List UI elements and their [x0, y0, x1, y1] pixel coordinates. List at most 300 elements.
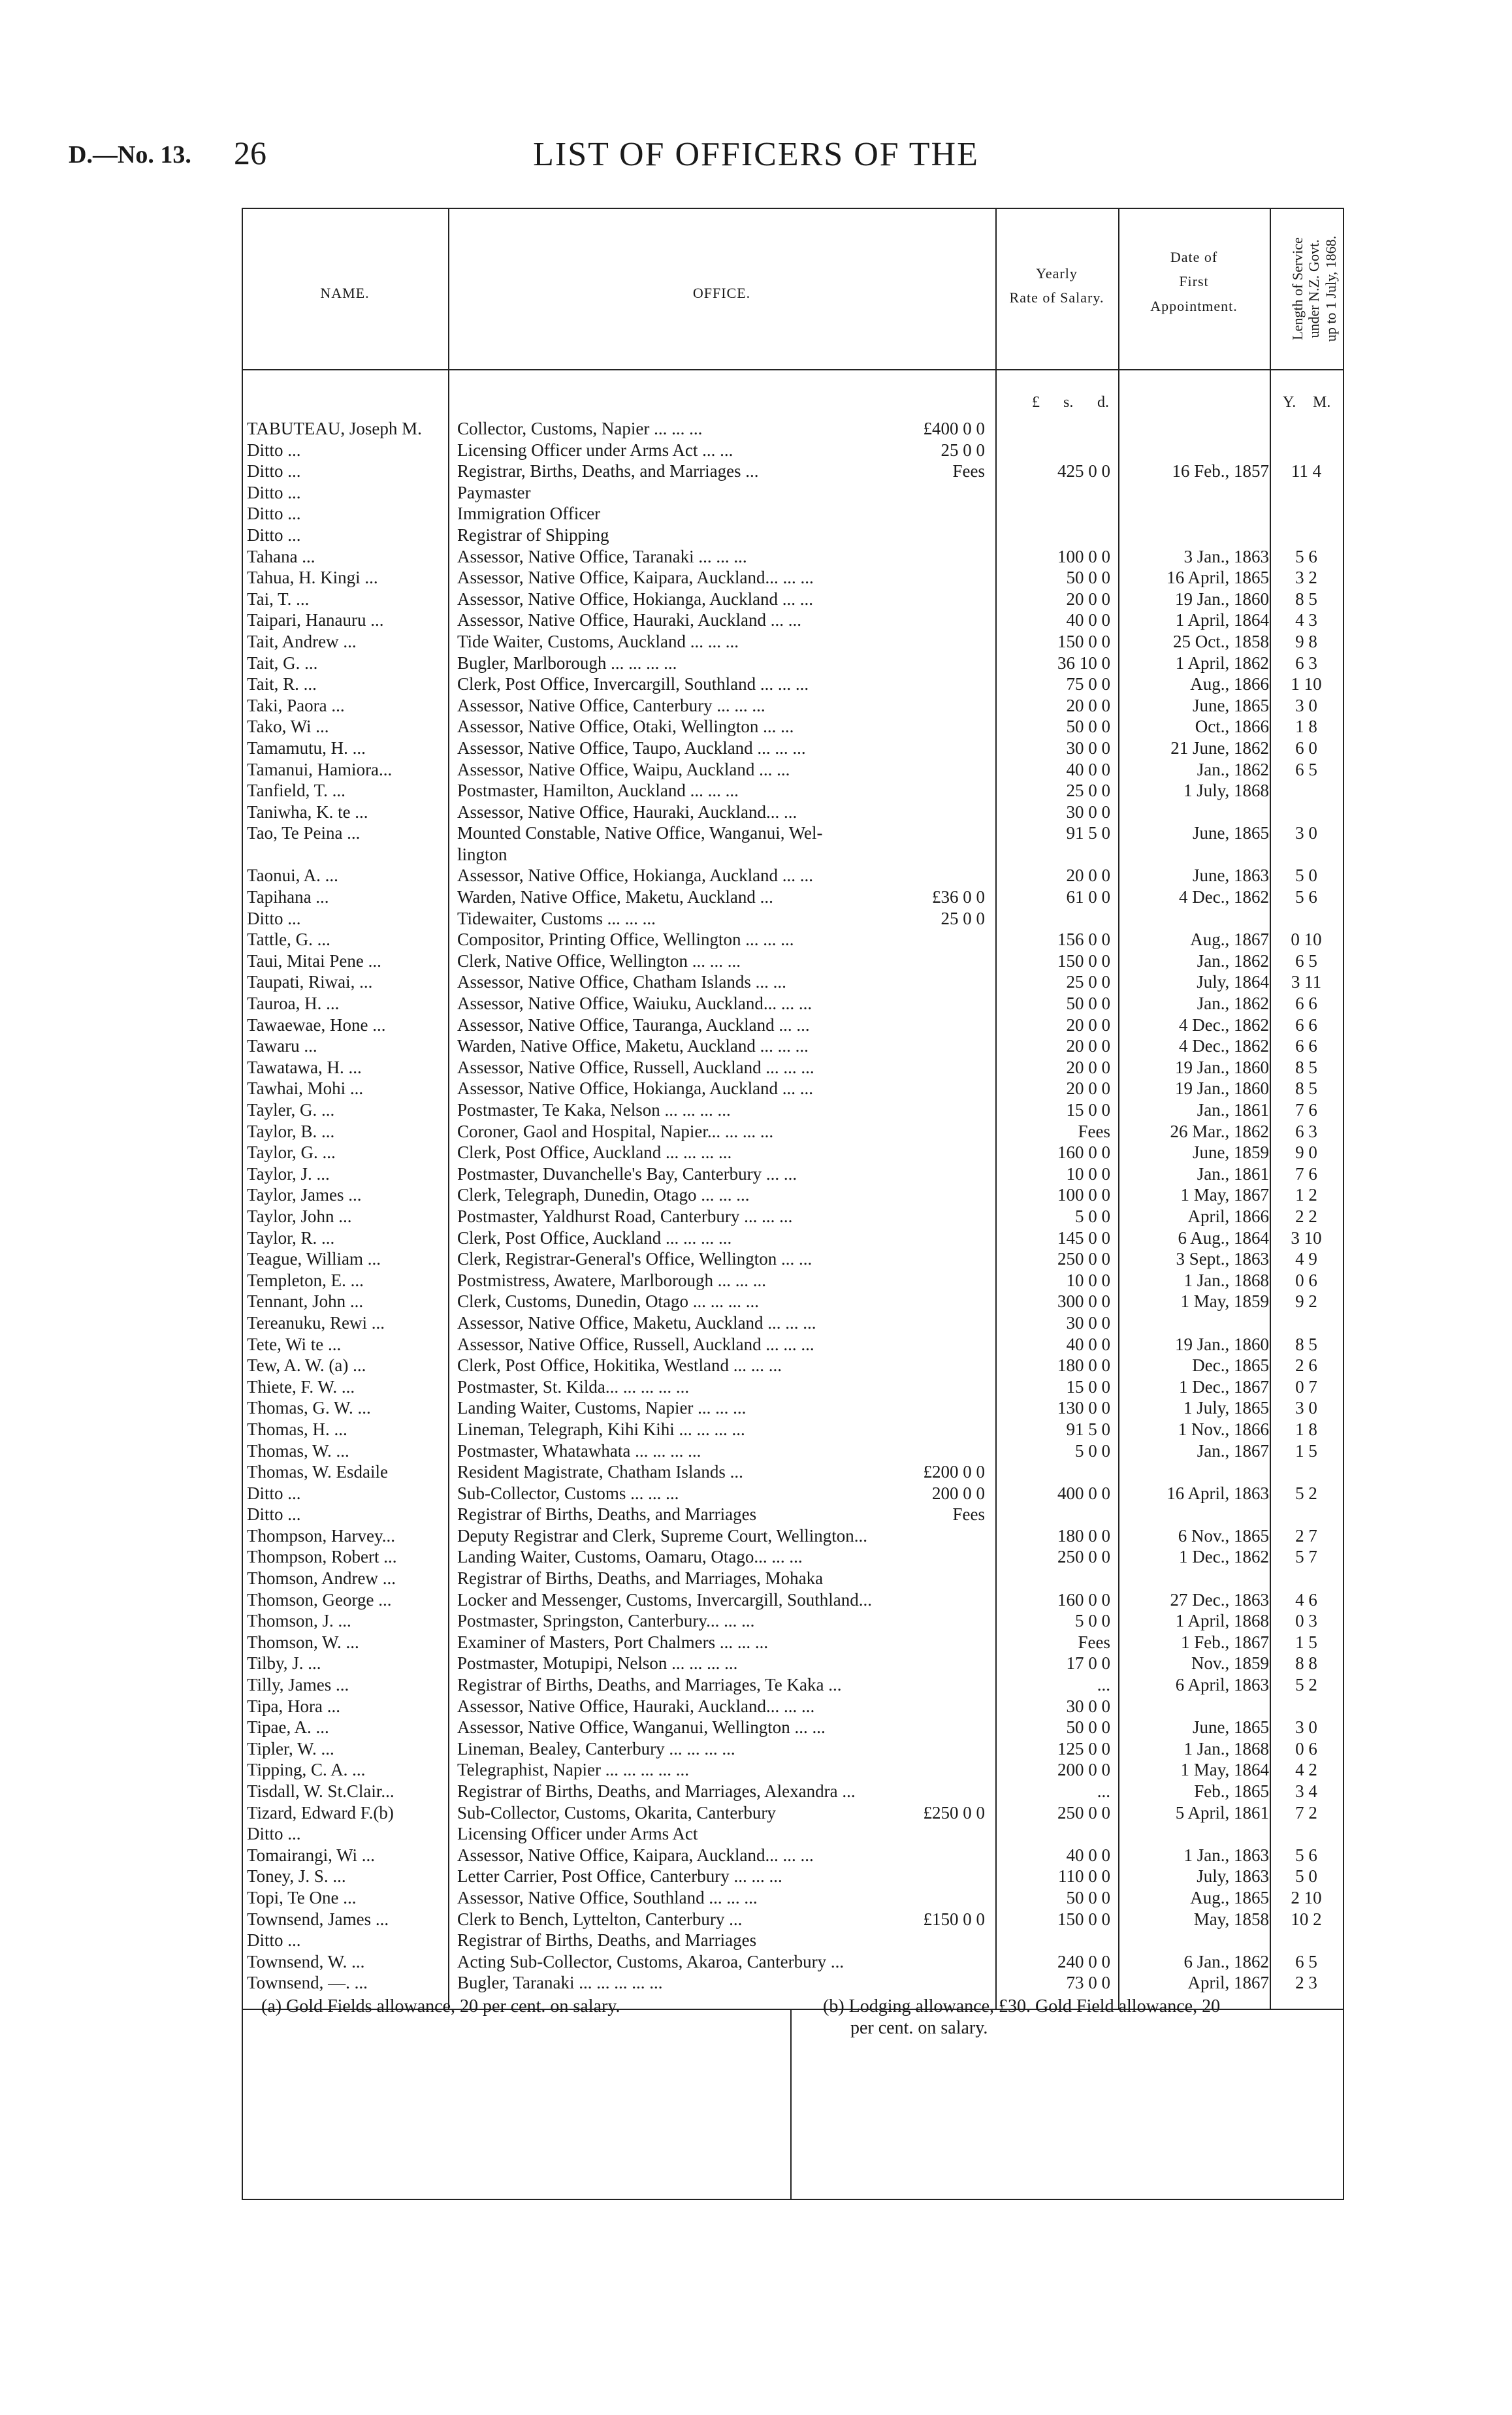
- office-title: Registrar of Births, Deaths, and Marriages, Te Kaka ...: [457, 1675, 842, 1695]
- officer-name: Taipari, Hanauru ...: [247, 610, 384, 630]
- service-length: 4 2: [1295, 1760, 1317, 1780]
- office-title: Assessor, Native Office, Kaipara, Auckland... ... ...: [457, 568, 814, 588]
- service-length: 10 2: [1291, 1909, 1322, 1929]
- table-row: [0, 1227, 1512, 1249]
- salary-part: 25 0 0: [941, 908, 985, 928]
- yearly-rate: 91 5 0: [1066, 1419, 1110, 1439]
- table-row: [0, 1440, 1512, 1462]
- first-appointment: 6 Aug., 1864: [1178, 1227, 1269, 1248]
- yearly-rate: 250 0 0: [1057, 1547, 1110, 1567]
- office-title: Coroner, Gaol and Hospital, Napier... ... ... ...: [457, 1121, 774, 1141]
- table-row: [0, 1334, 1512, 1355]
- yearly-rate: 75 0 0: [1066, 674, 1110, 694]
- yearly-rate: 160 0 0: [1057, 1589, 1110, 1610]
- officer-name: Townsend, James ...: [247, 1909, 389, 1929]
- yearly-rate: 40 0 0: [1066, 1334, 1110, 1354]
- unit-years: Y.: [1283, 394, 1296, 411]
- officer-name: Tizard, Edward F.(b): [247, 1802, 394, 1823]
- office-title: Clerk, Telegraph, Dunedin, Otago ... ... ...: [457, 1185, 750, 1205]
- office-title: Clerk, Registrar-General's Office, Wellington ... ...: [457, 1249, 812, 1269]
- service-length: 8 5: [1295, 589, 1317, 609]
- table-row: [0, 1845, 1512, 1866]
- office-title: Assessor, Native Office, Hokianga, Auckland ... ...: [457, 1078, 814, 1099]
- service-length: 1 5: [1295, 1440, 1317, 1461]
- office-title: Assessor, Native Office, Russell, Auckland ... ... ...: [457, 1057, 814, 1077]
- table-row: [0, 1163, 1512, 1185]
- first-appointment: June, 1865: [1193, 695, 1269, 715]
- yearly-rate: 15 0 0: [1066, 1376, 1110, 1397]
- officer-name: Taki, Paora ...: [247, 695, 345, 715]
- service-length: 8 5: [1295, 1078, 1317, 1099]
- yearly-rate: Fees: [1078, 1121, 1110, 1141]
- service-length: 5 2: [1295, 1675, 1317, 1695]
- col-length-label: Length of Service under N.Z. Govt. up to 1 July, 1868.: [1289, 235, 1339, 342]
- service-length: 8 5: [1295, 1057, 1317, 1077]
- service-length: 6 3: [1295, 653, 1317, 673]
- officer-name: Thomson, George ...: [247, 1589, 392, 1610]
- table-row: [0, 1589, 1512, 1611]
- page-header: [0, 134, 1512, 180]
- service-length: 4 6: [1295, 1589, 1317, 1610]
- yearly-rate: 20 0 0: [1066, 589, 1110, 609]
- first-appointment: Jan., 1862: [1197, 759, 1269, 779]
- service-length: 5 6: [1295, 1845, 1317, 1865]
- yearly-rate: 20 0 0: [1066, 1078, 1110, 1099]
- first-appointment: 1 April, 1862: [1175, 653, 1269, 673]
- table-row: [0, 759, 1512, 781]
- table-row: [0, 1887, 1512, 1909]
- office-title: Assessor, Native Office, Hokianga, Auckland ... ...: [457, 589, 814, 609]
- salary-part: £400 0 0: [923, 419, 985, 438]
- table-row: [0, 908, 1512, 930]
- officer-name: Teague, William ...: [247, 1249, 381, 1269]
- table-row: [0, 822, 1512, 844]
- service-length: 5 6: [1295, 546, 1317, 566]
- yearly-rate: ...: [1097, 1675, 1110, 1695]
- service-length: 7 6: [1295, 1100, 1317, 1120]
- office-title: Clerk to Bench, Lyttelton, Canterbury ...: [457, 1909, 743, 1929]
- footnote-b: (b) Lodging allowance, £30. Gold Field allowance, 20 per cent. on salary.: [823, 1996, 1221, 2038]
- table-row: [0, 1419, 1512, 1440]
- yearly-rate: 300 0 0: [1057, 1291, 1110, 1312]
- officer-name: Tennant, John ...: [247, 1291, 364, 1312]
- yearly-rate: 36 10 0: [1057, 653, 1110, 673]
- table-row: [0, 609, 1512, 631]
- service-length: 3 0: [1295, 823, 1317, 843]
- yearly-rate: 150 0 0: [1057, 950, 1110, 971]
- first-appointment: 6 Nov., 1865: [1178, 1525, 1269, 1546]
- first-appointment: 1 Nov., 1866: [1178, 1419, 1269, 1439]
- service-length: 5 0: [1295, 1866, 1317, 1887]
- first-appointment: June, 1863: [1193, 866, 1269, 886]
- table-row: [0, 993, 1512, 1014]
- table-row: [0, 1483, 1512, 1504]
- yearly-rate: 20 0 0: [1066, 1036, 1110, 1056]
- yearly-rate: 10 0 0: [1066, 1270, 1110, 1290]
- col-rate-header: Yearly Rate of Salary.: [1009, 265, 1104, 306]
- office-title: Postmaster, Hamilton, Auckland ... ... ...: [457, 781, 739, 801]
- first-appointment: 1 Jan., 1868: [1183, 1270, 1269, 1290]
- page-number: 26: [234, 135, 266, 171]
- footnote-divider: [790, 2009, 792, 2200]
- office-title: Assessor, Native Office, Waiuku, Auckland... ... ...: [457, 994, 812, 1014]
- yearly-rate: 20 0 0: [1066, 866, 1110, 886]
- office-title: Tidewaiter, Customs ... ... ...: [457, 908, 656, 928]
- first-appointment: Jan., 1867: [1197, 1440, 1269, 1461]
- unit-pence: d.: [1097, 394, 1109, 411]
- yearly-rate: 150 0 0: [1057, 1909, 1110, 1929]
- service-length: 5 0: [1295, 866, 1317, 886]
- office-title: Registrar, Births, Deaths, and Marriages ...: [457, 461, 759, 481]
- service-length: 9 0: [1295, 1143, 1317, 1163]
- first-appointment: 4 Dec., 1862: [1179, 1014, 1269, 1035]
- table-row: [0, 1972, 1512, 1994]
- yearly-rate: 20 0 0: [1066, 695, 1110, 715]
- first-appointment: 1 Feb., 1867: [1181, 1632, 1269, 1652]
- officer-name: Tawaewae, Hone ...: [247, 1014, 386, 1035]
- officer-name: Thompson, Harvey...: [247, 1525, 395, 1546]
- table-row: [0, 461, 1512, 482]
- first-appointment: Jan., 1862: [1197, 950, 1269, 971]
- first-appointment: 16 April, 1863: [1166, 1483, 1269, 1503]
- office-title: Bugler, Marlborough ... ... ... ...: [457, 653, 677, 673]
- salary-part: £250 0 0: [923, 1802, 985, 1823]
- document-ref: D.—No. 13.: [69, 141, 191, 169]
- first-appointment: Oct., 1866: [1195, 717, 1269, 737]
- officer-name: Tahua, H. Kingi ...: [247, 568, 378, 588]
- first-appointment: April, 1867: [1187, 1973, 1269, 1993]
- officer-name: Tayler, G. ...: [247, 1100, 335, 1120]
- yearly-rate: 73 0 0: [1066, 1973, 1110, 1993]
- service-length: 0 10: [1291, 930, 1322, 950]
- service-length: 4 3: [1295, 610, 1317, 630]
- yearly-rate: 130 0 0: [1057, 1398, 1110, 1418]
- service-length: 3 10: [1291, 1227, 1322, 1248]
- yearly-rate: 145 0 0: [1057, 1227, 1110, 1248]
- table-row: [0, 737, 1512, 759]
- table-row: [0, 1355, 1512, 1376]
- office-title: Landing Waiter, Customs, Napier ... ... ...: [457, 1398, 747, 1418]
- first-appointment: July, 1863: [1197, 1866, 1269, 1887]
- officer-name: TABUTEAU, Joseph M.: [247, 419, 422, 438]
- office-title: Postmaster, Whatawhata ... ... ... ...: [457, 1440, 701, 1461]
- office-title: Assessor, Native Office, Hauraki, Auckland ... ...: [457, 610, 802, 630]
- officer-name: Taonui, A. ...: [247, 866, 338, 886]
- office-title: Registrar of Births, Deaths, and Marriages, Mohaka: [457, 1568, 824, 1589]
- service-length: 0 7: [1295, 1376, 1317, 1397]
- officer-name: Tawhai, Mohi ...: [247, 1078, 364, 1099]
- office-title: Clerk, Post Office, Auckland ... ... ... ...: [457, 1143, 732, 1163]
- service-length: 1 8: [1295, 1419, 1317, 1439]
- officer-name: Tao, Te Peina ...: [247, 823, 361, 843]
- officer-name: Tew, A. W. (a) ...: [247, 1355, 366, 1376]
- table-row: [0, 503, 1512, 525]
- yearly-rate: 180 0 0: [1057, 1525, 1110, 1546]
- yearly-rate: 180 0 0: [1057, 1355, 1110, 1376]
- service-length: 7 2: [1295, 1802, 1317, 1823]
- table-row: [0, 1376, 1512, 1398]
- table-row: [0, 1866, 1512, 1887]
- table-row: [0, 1951, 1512, 1973]
- first-appointment: 1 July, 1865: [1183, 1398, 1269, 1418]
- officer-name: Townsend, W. ...: [247, 1951, 365, 1971]
- table-row: [0, 1717, 1512, 1738]
- table-row: [0, 1248, 1512, 1270]
- office-title: Clerk, Customs, Dunedin, Otago ... ... ... ...: [457, 1291, 759, 1312]
- officer-name: Tauroa, H. ...: [247, 994, 340, 1014]
- officer-name: Taylor, R. ...: [247, 1227, 335, 1248]
- col-name-header: NAME.: [320, 285, 370, 301]
- office-title: Clerk, Post Office, Auckland ... ... ... ...: [457, 1227, 732, 1248]
- table-row: [0, 1909, 1512, 1930]
- officer-name: Ditto ...: [247, 1930, 301, 1951]
- first-appointment: 3 Sept., 1863: [1176, 1249, 1269, 1269]
- first-appointment: 25 Oct., 1858: [1173, 631, 1269, 651]
- table-row: [0, 1653, 1512, 1674]
- table-row: [0, 1696, 1512, 1717]
- first-appointment: Jan., 1861: [1197, 1163, 1269, 1184]
- table-row: [0, 844, 1512, 866]
- table-row: [0, 653, 1512, 674]
- yearly-rate: 100 0 0: [1057, 546, 1110, 566]
- office-title: Postmaster, Duvanchelle's Bay, Canterbury ... ...: [457, 1163, 797, 1184]
- yearly-rate: 25 0 0: [1066, 972, 1110, 992]
- table-row: [0, 886, 1512, 908]
- col-date-header: Date of First Appointment.: [1150, 249, 1238, 314]
- yearly-rate: 250 0 0: [1057, 1249, 1110, 1269]
- table-row: [0, 1546, 1512, 1568]
- yearly-rate: 91 5 0: [1066, 823, 1110, 843]
- table-row: [0, 802, 1512, 823]
- first-appointment: 1 May, 1867: [1180, 1185, 1269, 1205]
- table-row: [0, 1035, 1512, 1057]
- officer-name: Ditto ...: [247, 482, 301, 502]
- officer-name: Tisdall, W. St.Clair...: [247, 1781, 394, 1801]
- service-length: 3 0: [1295, 1398, 1317, 1418]
- first-appointment: 6 Jan., 1862: [1183, 1951, 1269, 1971]
- salary-part: 200 0 0: [932, 1483, 985, 1503]
- table-row: [0, 1312, 1512, 1334]
- first-appointment: 19 Jan., 1860: [1175, 1334, 1269, 1354]
- first-appointment: June, 1865: [1193, 1717, 1269, 1738]
- table-row: [0, 1823, 1512, 1845]
- office-title: Registrar of Births, Deaths, and Marriages, Alexandra ...: [457, 1781, 856, 1801]
- yearly-rate: 20 0 0: [1066, 1014, 1110, 1035]
- table-row: [0, 1206, 1512, 1227]
- table-row: [0, 1184, 1512, 1206]
- officer-name: Tereanuku, Rewi ...: [247, 1312, 385, 1333]
- officer-name: Thomas, G. W. ...: [247, 1398, 371, 1418]
- first-appointment: 19 Jan., 1860: [1175, 589, 1269, 609]
- office-title: Licensing Officer under Arms Act ... ...: [457, 440, 733, 460]
- officer-name: Tait, R. ...: [247, 674, 317, 694]
- office-title: Postmaster, Yaldhurst Road, Canterbury ... ... ...: [457, 1206, 793, 1226]
- first-appointment: 3 Jan., 1863: [1183, 546, 1269, 566]
- officer-name: Thomson, J. ...: [247, 1611, 351, 1631]
- office-title: Assessor, Native Office, Canterbury ... ... ...: [457, 695, 765, 715]
- first-appointment: Aug., 1865: [1190, 1887, 1269, 1907]
- office-title: Tide Waiter, Customs, Auckland ... ... ...: [457, 631, 739, 651]
- yearly-rate: 50 0 0: [1066, 568, 1110, 588]
- table-row: [0, 1568, 1512, 1589]
- service-length: 8 5: [1295, 1334, 1317, 1354]
- officer-name: Tete, Wi te ...: [247, 1334, 342, 1354]
- service-length: 3 0: [1295, 1717, 1317, 1738]
- salary-part: Fees: [952, 461, 985, 481]
- first-appointment: Feb., 1865: [1194, 1781, 1269, 1801]
- service-length: 5 7: [1295, 1547, 1317, 1567]
- office-title: Postmaster, Springston, Canterbury... ... ...: [457, 1611, 755, 1631]
- first-appointment: 1 Jan., 1868: [1183, 1738, 1269, 1759]
- service-length: 0 3: [1295, 1611, 1317, 1631]
- col-office-header: OFFICE.: [692, 285, 751, 301]
- office-title: Sub-Collector, Customs ... ... ...: [457, 1483, 679, 1503]
- salary-part: £36 0 0: [932, 887, 985, 907]
- yearly-rate: 30 0 0: [1066, 1312, 1110, 1333]
- officer-name: Townsend, —. ...: [247, 1973, 368, 1993]
- service-length: 0 6: [1295, 1270, 1317, 1290]
- first-appointment: 4 Dec., 1862: [1179, 1036, 1269, 1056]
- office-title: Assessor, Native Office, Tauranga, Auckland ... ...: [457, 1014, 810, 1035]
- office-title: Clerk, Native Office, Wellington ... ... ...: [457, 950, 741, 971]
- table-row: [0, 1121, 1512, 1143]
- office-title: Compositor, Printing Office, Wellington ... ... ...: [457, 930, 794, 950]
- service-length: 9 8: [1295, 631, 1317, 651]
- service-length: 2 10: [1291, 1887, 1322, 1907]
- service-length: 3 11: [1291, 972, 1322, 992]
- office-title: Resident Magistrate, Chatham Islands ...: [457, 1462, 743, 1482]
- officer-name: Tawaru ...: [247, 1036, 317, 1056]
- first-appointment: 19 Jan., 1860: [1175, 1057, 1269, 1077]
- col-length-header: [1285, 210, 1343, 367]
- office-title: lington: [457, 844, 507, 864]
- service-length: 5 2: [1295, 1483, 1317, 1503]
- officer-name: Taylor, James ...: [247, 1185, 362, 1205]
- office-title: Mounted Constable, Native Office, Wanganui, Wel-: [457, 823, 823, 843]
- service-length: 8 8: [1295, 1653, 1317, 1674]
- service-length: 6 6: [1295, 1014, 1317, 1035]
- first-appointment: 1 Dec., 1862: [1179, 1547, 1269, 1567]
- yearly-rate: 240 0 0: [1057, 1951, 1110, 1971]
- office-title: Paymaster: [457, 482, 531, 502]
- first-appointment: Aug., 1867: [1190, 930, 1269, 950]
- first-appointment: 1 July, 1868: [1183, 781, 1269, 801]
- first-appointment: 1 Jan., 1863: [1183, 1845, 1269, 1865]
- office-title: Assessor, Native Office, Hauraki, Auckland... ...: [457, 802, 797, 822]
- officer-list: [0, 418, 1512, 1994]
- first-appointment: Jan., 1862: [1197, 994, 1269, 1014]
- office-title: Assessor, Native Office, Kaipara, Auckland... ... ...: [457, 1845, 814, 1865]
- table-row: [0, 971, 1512, 993]
- officer-name: Tait, G. ...: [247, 653, 318, 673]
- first-appointment: July, 1864: [1197, 972, 1269, 992]
- first-appointment: 4 Dec., 1862: [1179, 887, 1269, 907]
- footnote-a: (a) Gold Fields allowance, 20 per cent. on salary.: [261, 1996, 620, 2017]
- office-title: Telegraphist, Napier ... ... ... ... ...: [457, 1760, 690, 1780]
- officer-name: Ditto ...: [247, 1504, 301, 1525]
- office-title: Sub-Collector, Customs, Okarita, Canterbury: [457, 1802, 776, 1823]
- table-row: [0, 1610, 1512, 1632]
- table-row: [0, 1461, 1512, 1483]
- office-title: Postmaster, St. Kilda... ... ... ... ...: [457, 1376, 690, 1397]
- table-row: [0, 1099, 1512, 1121]
- officer-name: Ditto ...: [247, 504, 301, 524]
- officer-name: Tattle, G. ...: [247, 930, 330, 950]
- officer-name: Tait, Andrew ...: [247, 631, 357, 651]
- office-title: Registrar of Shipping: [457, 525, 609, 545]
- office-title: Assessor, Native Office, Chatham Islands ... ...: [457, 972, 786, 992]
- first-appointment: June, 1859: [1193, 1143, 1269, 1163]
- officer-name: Thomas, H. ...: [247, 1419, 347, 1439]
- officer-name: Taylor, John ...: [247, 1206, 352, 1226]
- table-row: [0, 1781, 1512, 1802]
- service-length: 6 5: [1295, 1951, 1317, 1971]
- first-appointment: 1 April, 1864: [1175, 610, 1269, 630]
- yearly-rate: 100 0 0: [1057, 1185, 1110, 1205]
- service-length: 3 0: [1295, 695, 1317, 715]
- table-row: [0, 929, 1512, 950]
- yearly-rate: 40 0 0: [1066, 1845, 1110, 1865]
- yearly-rate: 50 0 0: [1066, 1887, 1110, 1907]
- first-appointment: 6 April, 1863: [1175, 1675, 1269, 1695]
- service-length: 6 6: [1295, 1036, 1317, 1056]
- table-row: [0, 1270, 1512, 1291]
- yearly-rate: 5 0 0: [1075, 1206, 1110, 1226]
- table-row: [0, 780, 1512, 802]
- office-title: Collector, Customs, Napier ... ... ...: [457, 419, 703, 438]
- table-row: [0, 1674, 1512, 1696]
- yearly-rate: 425 0 0: [1057, 461, 1110, 481]
- office-title: Warden, Native Office, Maketu, Auckland ...: [457, 887, 773, 907]
- yearly-rate: 50 0 0: [1066, 717, 1110, 737]
- first-appointment: 1 Dec., 1867: [1179, 1376, 1269, 1397]
- officer-name: Ditto ...: [247, 1824, 301, 1844]
- unit-shillings: s.: [1063, 394, 1074, 411]
- office-title: Postmaster, Te Kaka, Nelson ... ... ... ...: [457, 1100, 731, 1120]
- office-title: Lineman, Bealey, Canterbury ... ... ... ...: [457, 1738, 735, 1759]
- office-title: Lineman, Telegraph, Kihi Kihi ... ... ... ...: [457, 1419, 745, 1439]
- officer-name: Tahana ...: [247, 546, 315, 566]
- table-row: [0, 1078, 1512, 1099]
- service-length: 1 5: [1295, 1632, 1317, 1652]
- office-title: Clerk, Post Office, Hokitika, Westland ... ... ...: [457, 1355, 782, 1376]
- yearly-rate: 10 0 0: [1066, 1163, 1110, 1184]
- officer-name: Thomas, W. Esdaile: [247, 1462, 388, 1482]
- first-appointment: 1 May, 1864: [1180, 1760, 1269, 1780]
- officer-name: Taniwha, K. te ...: [247, 802, 368, 822]
- office-title: Landing Waiter, Customs, Oamaru, Otago... ... ...: [457, 1547, 803, 1567]
- office-title: Assessor, Native Office, Hauraki, Auckland... ... ...: [457, 1696, 815, 1716]
- table-row: [0, 950, 1512, 972]
- yearly-rate: 30 0 0: [1066, 737, 1110, 758]
- first-appointment: 26 Mar., 1862: [1170, 1121, 1269, 1141]
- first-appointment: 16 Feb., 1857: [1172, 461, 1269, 481]
- officer-name: Taui, Mitai Pene ...: [247, 950, 381, 971]
- officer-name: Tomairangi, Wi ...: [247, 1845, 375, 1865]
- officer-name: Tipler, W. ...: [247, 1738, 334, 1759]
- yearly-rate: 40 0 0: [1066, 759, 1110, 779]
- yearly-rate: 5 0 0: [1075, 1611, 1110, 1631]
- officer-name: Tilby, J. ...: [247, 1653, 321, 1674]
- yearly-rate: 125 0 0: [1057, 1738, 1110, 1759]
- table-row: [0, 1057, 1512, 1078]
- office-title: Clerk, Post Office, Invercargill, Southland ... ... ...: [457, 674, 809, 694]
- table-row: [0, 1525, 1512, 1547]
- table-row: [0, 1504, 1512, 1525]
- table-row: [0, 1142, 1512, 1163]
- table-row: [0, 673, 1512, 695]
- yearly-rate: 61 0 0: [1066, 887, 1110, 907]
